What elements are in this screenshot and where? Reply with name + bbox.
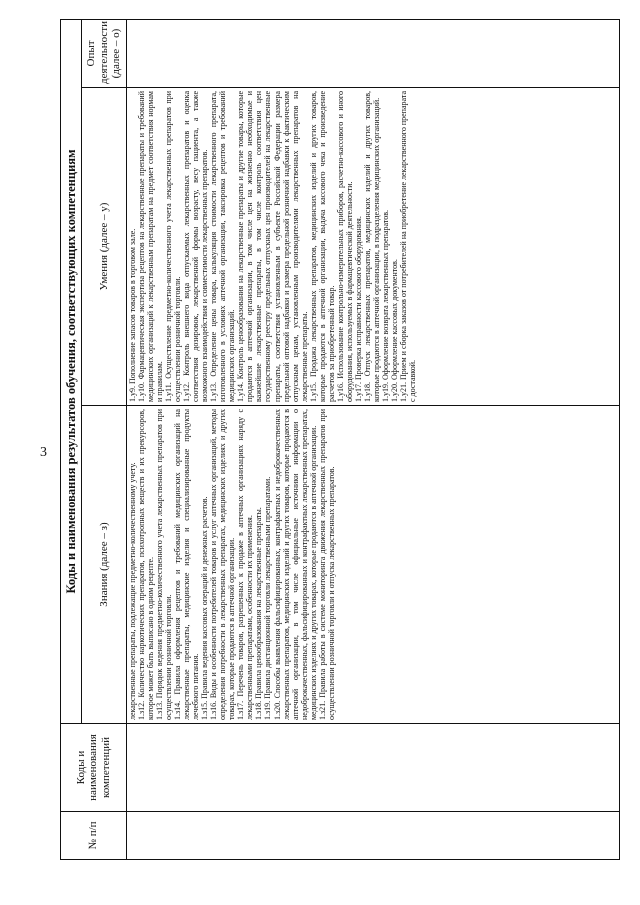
skill-item: 1.у13. Определение цены товара, калькуляция стоимости лекарственного препарата, изготовленного в условиях аптечной организации, таксировка рецептов и требований медицинских организаций.: [209, 91, 237, 402]
skill-item: 1.у15. Продажа лекарственных препаратов, медицинских изделий и других товаров, которые продаются в аптечной организации, выдача кассового чека и произведение расчетов за приобретенный товар.: [308, 91, 336, 402]
knowledge-item: 1.з20. Способы выявления фальсифицированных, контрафактных и недоброкачественных лекарственных препаратов, медицинских изделий и других товаров, которые продаются в аптечной организации, в том числе официальные источники информации о недоброкачественных, фальсифицированных и контрафактных лекарственных препаратах, медицинских изделиях и других товарах, которые продаются в аптечной организации.: [272, 409, 318, 720]
number-cell: [127, 812, 620, 860]
skill-item: 1.у12. Контроль внешнего вида отпускаемых лекарственных препаратов и оценка соответствия дозировок, лекарственной формы возрасту, весу пациента, а также возможного взаимодействия и совместимости лекарственных препаратов.: [182, 91, 210, 402]
header-skills: Умения (далее – у): [82, 88, 127, 406]
header-number: № п/п: [61, 812, 127, 860]
knowledge-item: 1.з12. Количество наркотических препаратов, психотропных веществ и их прекурсоров, которое может быть выписано в одном рецепте.: [137, 409, 156, 720]
rotated-table-container: [60, 20, 620, 860]
knowledge-item: 1.з18. Правила ценообразования на лекарственные препараты.: [254, 507, 264, 720]
knowledge-item: 1.з16. Виды и особенности потребителей товаров и услуг аптечных организаций, методы определения потребности в лекарственных препаратах, медицинских изделиях и других товарах, которые продаются в аптечной организации.: [209, 409, 237, 720]
experience-cell: [127, 19, 620, 87]
skill-item: 1.у17. Проверка исправности кассового оборудования.: [353, 216, 363, 402]
codes-cell: [127, 724, 620, 812]
knowledge-item: 1.з21. Правила работы в системе мониторинга движения лекарственных препаратов при осуществлении розничной торговли и отпуска лекарственных препаратов.: [317, 409, 336, 720]
skill-item: 1.у10. Фармацевтическая экспертиза рецептов на лекарственные препараты и требований медицинских организаций к лекарственным препаратам на предмет соответствия нормам и правилам.: [137, 91, 165, 402]
header-results: Коды и наименования результатов обучения, соответствующих компетенциям: [61, 19, 82, 723]
knowledge-item: 1.з14. Правила оформления рецептов и требований медицинских организаций на лекарственные препараты, медицинские изделия и специализированные продукты лечебного питания.: [173, 409, 201, 720]
skill-item: 1.у19. Оформление возврата лекарственных препаратов.: [380, 209, 390, 402]
skill-item: 1.у18. Отпуск лекарственных препаратов, медицинских изделий и других товаров, которые продаются в аптечной организации, в подразделения медицинских организаций.: [362, 91, 381, 402]
knowledge-item: 1.з17. Перечень товаров, разрешенных к продаже в аптечных организациях наряду с лекарственными препаратами, особенности их применения.: [236, 409, 255, 720]
skill-item: 1.у16. Использование контрольно-измерительных приборов, расчетно-кассового и иного оборудования, используемых в фармацевтической деятельности.: [335, 91, 354, 402]
knowledge-item: 1.з13. Порядок ведения предметно-количественного учета лекарственных препаратов при осуществлении розничной торговли.: [155, 409, 174, 720]
competency-table: [60, 19, 620, 860]
header-codes: Коды и наименования компетенций: [61, 724, 127, 812]
knowledge-item: лекарственные препараты, подлежащие предметно-количественному учету.: [128, 462, 137, 720]
header-knowledge: Знания (далее – з): [82, 406, 127, 724]
knowledge-item: 1.з15. Правила ведения кассовых операций и денежных расчетов.: [200, 496, 210, 720]
knowledge-item: 1.з19. Правила дистанционной торговли лекарственными препаратами.: [263, 476, 273, 720]
knowledge-cell: [127, 406, 620, 724]
skill-item: 1.у21. Прием и сборка заказов от потребителей на приобретение лекарственного препарата с доставкой.: [398, 91, 417, 402]
header-experience: Опыт деятельности (далее – о): [82, 19, 127, 87]
skills-cell: [127, 88, 620, 406]
page-number: 3: [40, 445, 47, 460]
skill-item: 1.у14. Контроль ценообразования на лекарственные препараты и другие товары, которые продаются в аптечной организации, в том числе цен на жизненно необходимые и важнейшие лекарственные препараты, в том числе контроль соответствия цен государственному реестру предельных отпускных цен производителей на лекарственные препараты, соответствия установленным в субъекте Российской Федерации размера предельной оптовой надбавки и размера предельной розничной надбавки к фактическим отпускным ценам, установленным производителями лекарственных препаратов на лекарственные препараты.: [236, 91, 309, 402]
skill-item: 1.у11. Осуществление предметно-количественного учета лекарственных препаратов при осуществлении розничной торговли.: [164, 91, 183, 402]
skill-item: 1.у20. Оформление кассовых документов.: [389, 259, 399, 402]
skill-item: 1.у9. Пополнение запасов товаров в торговом зале.: [128, 228, 137, 402]
